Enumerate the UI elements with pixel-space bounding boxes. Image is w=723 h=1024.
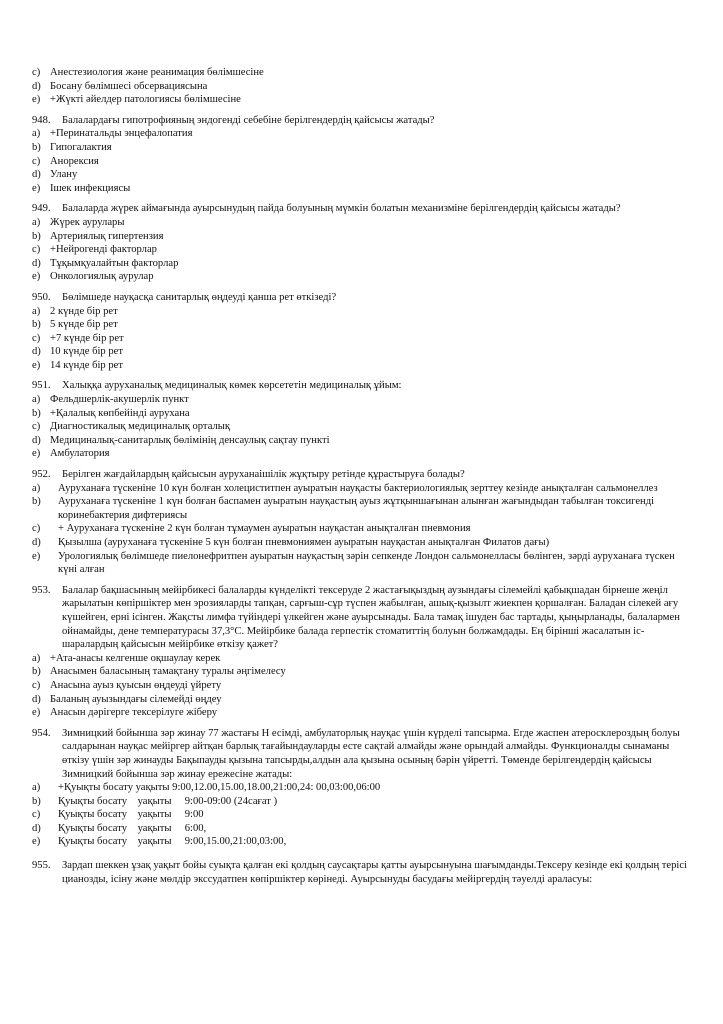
- option-line: d) Баланың ауызындағы сілемейді өңдеу: [32, 693, 222, 705]
- option-line: e) Қуықты босату уақыты 9:00,15.00,21:00,03:00,: [32, 836, 287, 848]
- question-heading: 953. Балалар бақшасының мейірбикесі балаларды күнделікті тексеруде 2 жастағықыздың аузындағы сілемейлі қабықшадан бірнеше жеңіл жарылатын көпіршіктер мен эрозияларды тапқан, сарғыш-сұр түспен жабылған, ашық-қызылт жиекпен қоршалған. Баладан сілекей ағу күшейген, ерні ісінген. Жақсты лимфа түйіндері үлкейген және ауырсынады. Бала тамақ ішуден бас тартады, қыңырланады, балалармен ойнамайды, дене температурасы 37,3°С. Мейірбике балада герпестік стоматиттің болуын болжамдады. Ең бірінші жасалатын іс-шаралардың қайсысын мейірбике өткізу қажет?: [32, 584, 680, 651]
- option-line: b) 5 күнде бір рет: [32, 319, 118, 331]
- option-line: e) Урологиялық бөлімшеде пиелонефритпен ауыратын науқастың зәрін сепкенде Лондон сальмонелласы бөлінген, зәрді ауруханаға түскен күні алған: [32, 550, 675, 576]
- question-heading: 951. Халыққа ауруханалық медициналық көмек көрсететін медициналық ұйым:: [32, 380, 402, 392]
- option-line: b) +Қалалық көпбейінді аурухана: [32, 407, 190, 419]
- question-heading: 954. Зимницкий бойынша зәр жинау 77 жастағы Н есімді, амбулаторлық науқас үшін күрделі тапсырма. Егде жаспен атеросклероздың болуы салдарынан науқас мейіргер айтқан барлық тағайындауларды есте сақтай алмайды және орындай алмайды. Функционалды сынаманы өткізу үшін зәр жинауды Бақыпауды қызына тапсырды,алдын ала қызына осының бәрін үйретті. Төменде берілгендердің қайсысы Зимницкий бойынша зәр жинау ережесіне жатады:: [32, 727, 680, 780]
- option-line: d) Қызылша (ауруханаға түскеніне 5 күн болған пневмониямен ауыратын науқастан анықталған Филатов дағы): [32, 537, 550, 548]
- option-line: e) Анасын дәрігерге тексерілуге жіберу: [32, 707, 218, 719]
- option-line: c) +Нейрогенді факторлар: [32, 244, 157, 256]
- option-line: c) Анасына ауыз қуысын өңдеуді үйрету: [32, 679, 222, 691]
- option-line: c) Анорексия: [32, 155, 99, 167]
- question-949: [32, 202, 692, 284]
- question-951: [32, 379, 692, 461]
- document-page: [32, 66, 692, 886]
- option-line: d) Улану: [32, 169, 78, 181]
- option-line: e) +Жүкті әйелдер патологиясы бөлімшесіне: [32, 94, 241, 106]
- option-line: c) Қуықты босату уақыты 9:00: [32, 809, 204, 821]
- question-955: [32, 859, 692, 886]
- question-heading: 955. Зардап шеккен ұзақ уақыт бойы суықта қалған екі қолдың саусақтары қатты ауырсынуына шағымданды.Тексеру кезінде екі қолдың терісі цианозды, ісіну және мөлдір экссудатпен көпіршіктер көрінеді. Ауырсынуды басудағы мейіргердің тәуелді араласуы:: [32, 860, 687, 885]
- option-line: a) +Перинатальды энцефалопатия: [32, 128, 193, 140]
- option-line: b) Гипогалактия: [32, 141, 112, 153]
- question-950: [32, 291, 692, 373]
- option-line: e) 14 күнде бір рет: [32, 359, 124, 371]
- question-952: [32, 468, 692, 577]
- question-heading: 952. Берілген жағдайлардың қайсысын ауруханаішілік жұқтыру ретінде құрастыруға болады?: [32, 469, 465, 481]
- option-line: a) Жүрек аурулары: [32, 216, 125, 228]
- option-line: b) Артериялық гипертензия: [32, 230, 164, 242]
- option-line: e) Онкологиялық аурулар: [32, 271, 154, 283]
- option-line: a) Ауруханаға түскеніне 10 күн болған холециститпен ауыратын науқасты бактериологиялық зерттеу кезінде анықталған сальмонеллез: [32, 482, 658, 494]
- option-line: c) +7 күнде бір рет: [32, 332, 124, 344]
- question-heading: 948. Балалардағы гипотрофияның эндогенді себебіне берілгендердің қайсысы жатады?: [32, 114, 435, 126]
- option-line: d) Босану бөлімшесі обсервациясына: [32, 80, 208, 92]
- option-line: a) +Ата-анасы келгенше оқшаулау керек: [32, 652, 221, 664]
- option-line: b) Анасымен баласының тамақтану туралы әңгімелесу: [32, 666, 286, 678]
- option-line: b) Ауруханаға түскеніне 1 күн болған баспамен ауыратын науқастың ауыз жұтқыншағынан алынған жағындыдан табылған токсигенді коринебактерия дифтериясы: [32, 496, 655, 521]
- option-line: a) +Қуықты босату уақыты 9:00,12.00,15.00,18.00,21:00,24: 00,03:00,06:00: [32, 782, 381, 794]
- option-line: c) + Ауруханаға түскеніне 2 күн болған тұмаумен ауыратын науқастан анықталған пневмония: [32, 523, 471, 535]
- option-line: c) Диагностикалық медициналық орталық: [32, 421, 231, 433]
- option-line: d) 10 күнде бір рет: [32, 346, 124, 358]
- intro-options: [32, 66, 692, 107]
- question-953: [32, 584, 692, 720]
- question-heading: 950. Бөлімшеде науқасқа санитарлық өңдеуді қанша рет өткізеді?: [32, 291, 337, 303]
- option-line: a) 2 күнде бір рет: [32, 305, 118, 317]
- option-line: d) Қуықты босату уақыты 6:00,: [32, 822, 207, 834]
- option-line: e) Ішек инфекциясы: [32, 182, 131, 194]
- question-948: [32, 114, 692, 196]
- option-line: b) Қуықты босату уақыты 9:00-09:00 (24сағат ): [32, 795, 278, 807]
- option-line: c) Анестезиология және реанимация бөлімшесіне: [32, 67, 264, 78]
- option-line: d) Медициналық-санитарлық бөлімінің денсаулық сақтау пункті: [32, 434, 330, 446]
- option-line: e) Амбулатория: [32, 448, 110, 460]
- option-line: d) Тұқымқуалайтын факторлар: [32, 257, 179, 269]
- question-heading: 949. Балаларда жүрек аймағында ауырсынудың пайда болуының мүмкін болатын механизміне берілгендердің қайсысы жатады?: [32, 203, 621, 215]
- question-954: [32, 727, 692, 849]
- option-line: a) Фельдшерлік-акушерлік пункт: [32, 394, 189, 406]
